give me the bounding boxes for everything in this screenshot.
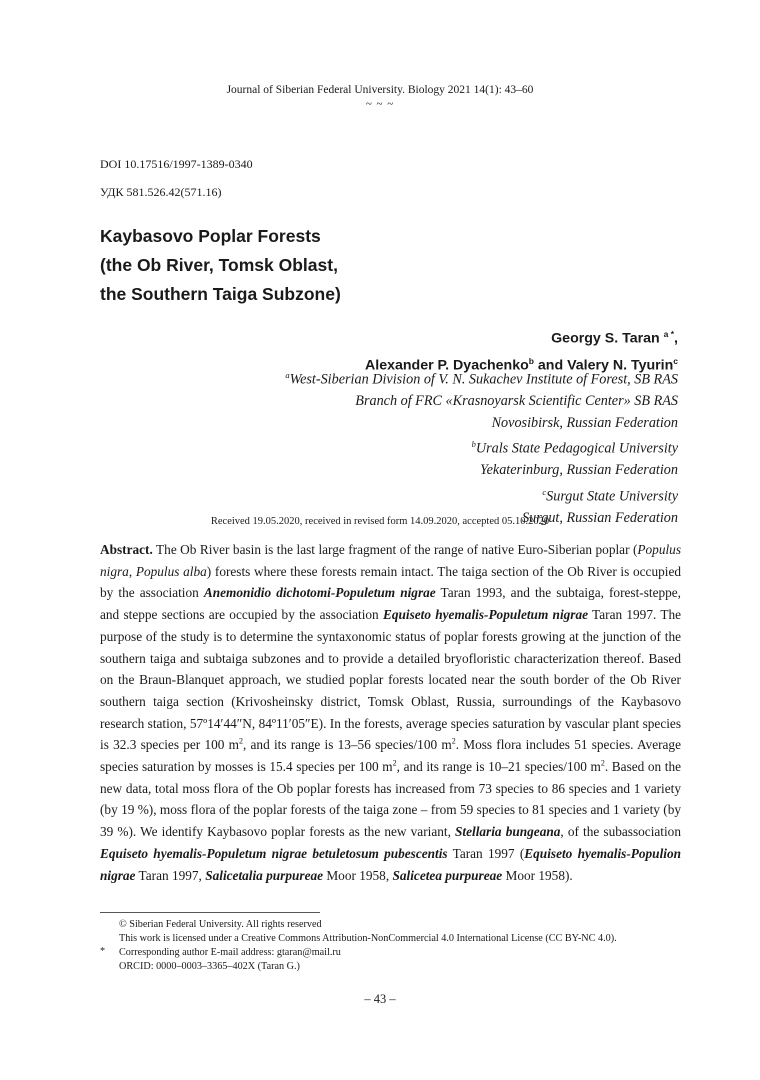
abstract-text: The Ob River basin is the last large fragment of the range of native Euro-Siberian poplar ( (152, 542, 638, 557)
abstract-text: , (128, 563, 136, 579)
superscript: 2 (238, 736, 243, 746)
syntaxon-name: Salicetalia purpureae (205, 867, 324, 883)
syntaxon-name: Salicetea purpureae (392, 867, 503, 883)
species-name: Populus alba (135, 563, 207, 579)
author-sup: c (673, 355, 678, 366)
affiliation-line: Novosibirsk, Russian Federation (491, 414, 678, 431)
title-line: (the Ob River, Tomsk Oblast, (100, 255, 338, 275)
author-name: Georgy S. Taran (551, 330, 660, 347)
abstract-text: ) forests where these forests remain intact. The taiga section of the Ob River is occupied by the association (100, 563, 681, 601)
affiliation-sup: b (471, 438, 476, 449)
superscript: 2 (451, 736, 456, 746)
footnote-rule (100, 912, 320, 913)
abstract-text: , of the subassociation (560, 824, 681, 840)
author-punct: , (674, 330, 678, 347)
author-line-1 (365, 323, 678, 350)
title-line: Kaybasovo Poplar Forests (100, 226, 321, 246)
affiliations (285, 365, 678, 529)
abstract-text: Taran 1997 ( (447, 845, 525, 861)
author-sup: a * (663, 329, 675, 339)
abstract-text: . Moss flora includes 51 species. Average species saturation by mosses is 15.4 species per 100 m (100, 737, 681, 775)
abstract-label: Abstract. (100, 542, 153, 557)
affiliation-line: Branch of FRC «Krasnoyarsk Scientific Center» SB RAS (355, 393, 678, 410)
affiliation-sup: c (542, 486, 547, 497)
abstract (100, 539, 681, 886)
abstract-text: Taran 1997. The purpose of the study is to determine the syntaxonomic status of poplar forests growing at the junction of the southern taiga and subtaiga subzones and to provide a detailed bryofloristic characterization thereof. Based on the Braun-Blanquet approach, we studied poplar forests located near the south border of the Ob River southern taiga section (Krivosheinsky district, Tomsk Oblast, Russia, surroundings of the Kaybasovo research station, 57º14′44″N, 84º11′05″E). In the forests, average species saturation by vascular plant species is 32.3 species per 100 m (100, 607, 681, 753)
superscript: 2 (600, 758, 605, 768)
title-line: the Southern Taiga Subzone) (100, 284, 341, 304)
syntaxon-name: Equiseto hyemalis-Populion nigrae (100, 845, 682, 883)
affiliation-text: Surgut State University (546, 488, 678, 505)
udk: УДК 581.526.42(571.16) (100, 185, 222, 199)
syntaxon-name: Anemonidio dichotomi-Populetum nigrae (203, 585, 436, 601)
abstract-text: , and its range is 13–56 species/100 m (242, 737, 452, 753)
species-name: Populus nigra (100, 542, 681, 579)
affiliation-line: Yekaterinburg, Russian Federation (480, 462, 678, 479)
abstract-text: Moor 1958). (502, 867, 573, 883)
page-number: – 43 – (364, 992, 396, 1006)
affiliation-line (285, 365, 678, 391)
author-name: Alexander P. Dyachenko (365, 357, 529, 374)
abstract-text: , and its range is 10–21 species/100 m (396, 759, 601, 775)
affiliation-line: Surgut, Russian Federation (522, 509, 678, 526)
abstract-text: Taran 1997, (135, 867, 206, 883)
affiliation-text: Urals State Pedagogical University (475, 440, 678, 457)
affiliation-sup: a (285, 370, 290, 380)
abstract-text: . Based on the new data, total moss flora of the Ob poplar forests has increased from 73 species to 86 species and 1 variety (by 19 %), moss flora of the poplar forests of the taiga zone – from 59 species to 81 species and 1 variety (by 39 %). We identify Kaybasovo poplar forests as the new variant, (100, 759, 682, 840)
footnote-email: Corresponding author E-mail address: gtaran@mail.ru (119, 947, 341, 958)
affiliation-line (285, 434, 678, 460)
article-title (100, 222, 520, 309)
syntaxon-name: Equiseto hyemalis-Populetum nigrae betuletosum pubescentis (100, 845, 448, 861)
abstract-text: Moor 1958, (323, 867, 393, 883)
footnote-orcid: ORCID: 0000–0003–3365–402X (Taran G.) (119, 961, 300, 972)
doi: DOI 10.17516/1997-1389-0340 (100, 157, 253, 171)
affiliation-line (285, 482, 678, 508)
header-ornament: ~ ~ ~ (365, 98, 395, 110)
footnote-copyright: © Siberian Federal University. All rights reserved (119, 919, 322, 930)
syntaxon-name: Stellaria bungeana (455, 824, 561, 840)
author-name: and Valery N. Tyurin (533, 357, 674, 374)
footnote-star: * (100, 946, 106, 957)
footnote-license: This work is licensed under a Creative Commons Attribution-NonCommercial 4.0 International License (CC BY-NC 4.0). (119, 933, 617, 944)
affiliation-text: West-Siberian Division of V. N. Sukachev Institute of Forest, SB RAS (289, 371, 678, 388)
syntaxon-name: Equiseto hyemalis-Populetum nigrae (382, 607, 589, 623)
journal-header: Journal of Siberian Federal University. Biology 2021 14(1): 43–60 (226, 84, 534, 96)
abstract-text: Taran 1993, and the subtaiga, forest-steppe, and steppe sections are occupied by the association (100, 585, 681, 623)
received-dates: Received 19.05.2020, received in revised form 14.09.2020, accepted 05.10.2020 (210, 516, 550, 527)
author-sup: b (528, 355, 534, 366)
superscript: 2 (392, 758, 397, 768)
